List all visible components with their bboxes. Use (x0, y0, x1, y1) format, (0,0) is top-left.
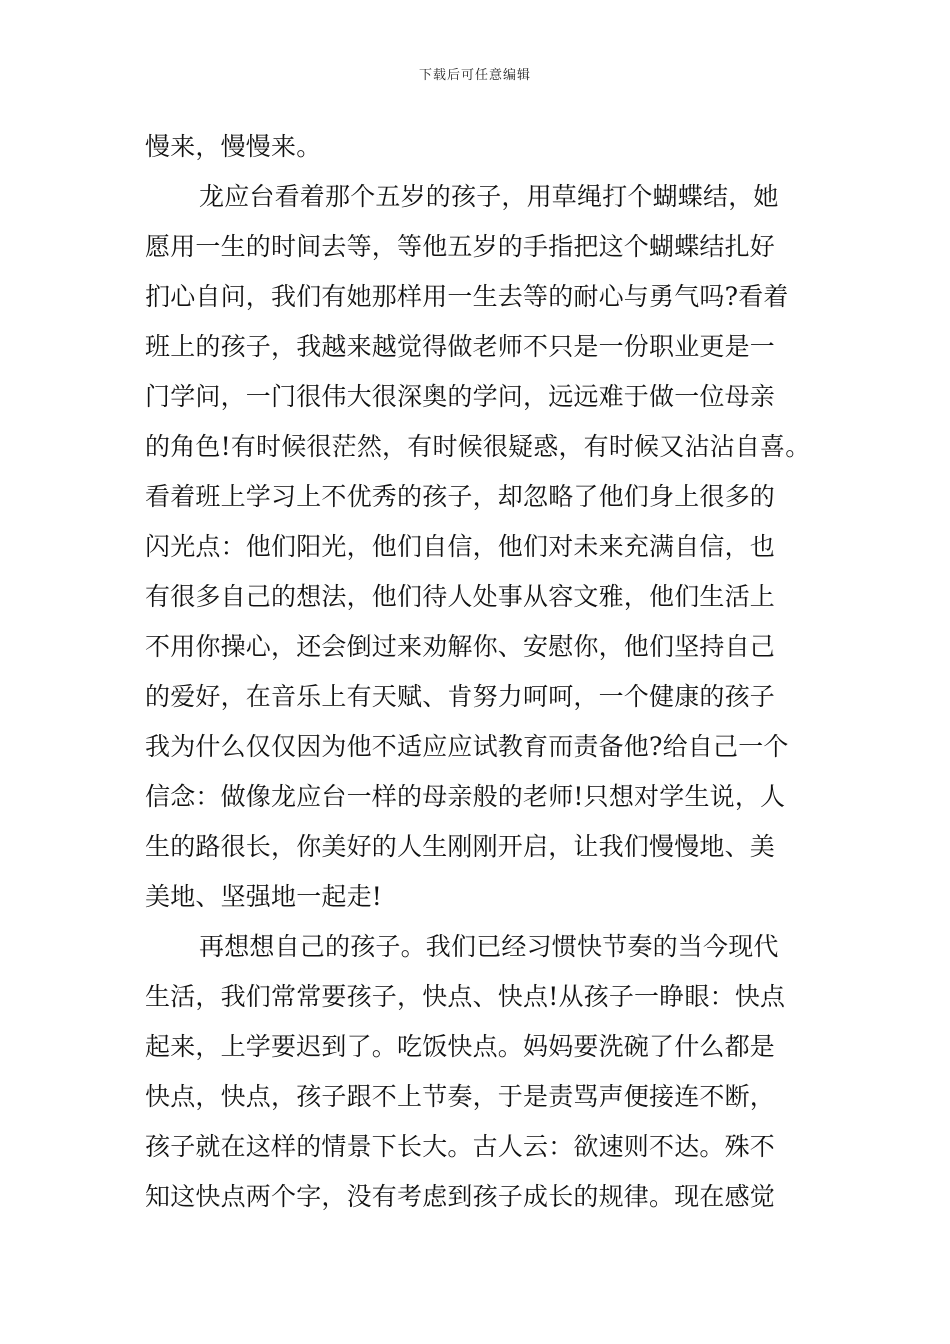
text-line: 看着班上学习上不优秀的孩子，却忽略了他们身上很多的 (145, 482, 776, 511)
text-line: 有很多自己的想法，他们待人处事从容文雅，他们生活上 (145, 582, 776, 611)
text-line: 扪心自问，我们有她那样用一生去等的耐心与勇气吗?看着 (145, 282, 789, 311)
text-line: 快点，快点，孩子跟不上节奏，于是责骂声便接连不断， (145, 1082, 776, 1111)
document-body (145, 122, 815, 1222)
paragraph-start-line: 龙应台看着那个五岁的孩子，用草绳打个蝴蝶结，她 (199, 182, 779, 211)
text-line: 信念：做像龙应台一样的母亲般的老师!只想对学生说，人 (145, 782, 786, 811)
text-line: 愿用一生的时间去等，等他五岁的手指把这个蝴蝶结扎好 (145, 232, 776, 261)
text-line: 生活，我们常常要孩子，快点、快点!从孩子一睁眼：快点 (145, 982, 786, 1011)
text-line: 门学问，一门很伟大很深奥的学问，远远难于做一位母亲 (145, 382, 776, 411)
paragraph-start-line: 再想想自己的孩子。我们已经习惯快节奏的当今现代 (199, 932, 779, 961)
text-line: 我为什么仅仅因为他不适应应试教育而责备他?给自己一个 (145, 732, 789, 761)
page-header: 下载后可任意编辑 (418, 68, 531, 83)
text-line: 班上的孩子，我越来越觉得做老师不只是一份职业更是一 (145, 332, 776, 361)
text-line: 起来，上学要迟到了。吃饭快点。妈妈要洗碗了什么都是 (145, 1032, 776, 1061)
text-line: 孩子就在这样的情景下长大。古人云：欲速则不达。殊不 (145, 1132, 776, 1161)
text-line: 不用你操心，还会倒过来劝解你、安慰你，他们坚持自己 (145, 632, 776, 661)
text-line: 生的路很长，你美好的人生刚刚开启，让我们慢慢地、美 (145, 832, 776, 861)
text-line: 知这快点两个字，没有考虑到孩子成长的规律。现在感觉 (145, 1182, 776, 1211)
text-line: 美地、坚强地一起走! (145, 882, 383, 911)
text-line: 闪光点：他们阳光，他们自信，他们对未来充满自信，也 (145, 532, 776, 561)
text-line: 慢来，慢慢来。 (145, 132, 322, 161)
text-line: 的角色!有时候很茫然，有时候很疑惑，有时候又沾沾自喜。 (145, 432, 811, 461)
text-line: 的爱好，在音乐上有天赋、肯努力呵呵，一个健康的孩子 (145, 682, 776, 711)
